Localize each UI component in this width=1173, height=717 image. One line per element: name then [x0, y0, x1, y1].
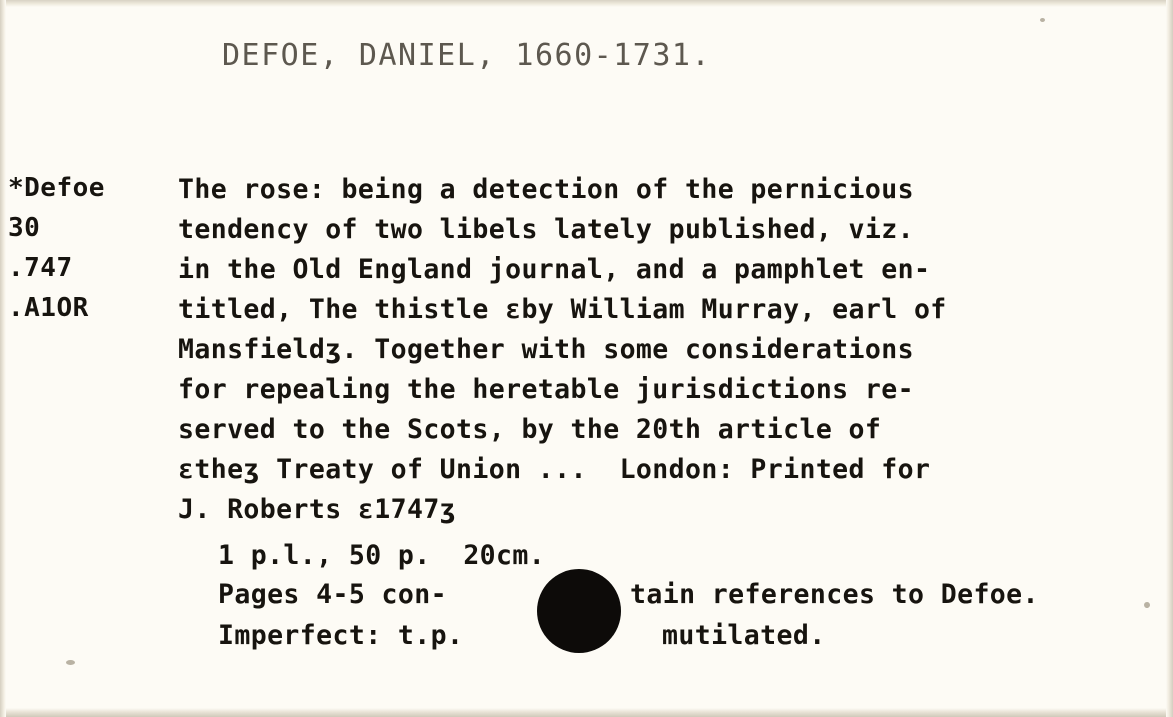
call-number-line: *Defoe: [8, 173, 105, 203]
title-statement-line: titled, The thistle ɛby William Murray, earl of: [178, 294, 947, 325]
paper-speck: [66, 660, 75, 665]
card-edge-top: [0, 0, 1173, 7]
call-number-line: .A1OR: [8, 293, 89, 323]
title-statement-line: J. Roberts ɛ1747ʒ: [178, 494, 457, 525]
title-statement-line: ɛtheʒ Treaty of Union ... London: Printed for: [178, 454, 931, 485]
title-statement-line: for repealing the heretable jurisdictions re-: [178, 374, 914, 405]
paper-speck: [1143, 601, 1151, 609]
note-line-continuation: mutilated.: [662, 620, 826, 651]
title-statement-line: tendency of two libels lately published, viz.: [178, 214, 914, 245]
call-number-line: .747: [8, 253, 73, 283]
title-statement-line: Mansfieldʒ. Together with some considerations: [178, 334, 914, 365]
call-number-block: [8, 168, 105, 328]
main-entry-heading: DEFOE, DANIEL, 1660-1731.: [222, 38, 712, 73]
paper-speck: [1040, 18, 1045, 22]
note-line-continuation: tain references to Defoe.: [630, 579, 1039, 610]
card-edge-right: [1166, 0, 1173, 717]
collation-block: [218, 535, 545, 576]
call-number-line: 30: [8, 213, 41, 243]
ink-blot-icon: [537, 569, 621, 653]
notes-block-left: [218, 574, 463, 656]
title-statement-block: [178, 170, 1138, 530]
collation-line: 1 p.l., 50 p. 20cm.: [218, 540, 546, 571]
card-edge-left: [0, 0, 6, 717]
note-line: Imperfect: t.p.: [218, 620, 464, 651]
title-statement-line: served to the Scots, by the 20th article of: [178, 414, 882, 445]
card-edge-bottom: [0, 708, 1173, 717]
title-statement-line: in the Old England journal, and a pamphlet en-: [178, 254, 931, 285]
title-statement-line: The rose: being a detection of the pernicious: [178, 174, 914, 205]
note-line: Pages 4-5 con-: [218, 579, 447, 610]
